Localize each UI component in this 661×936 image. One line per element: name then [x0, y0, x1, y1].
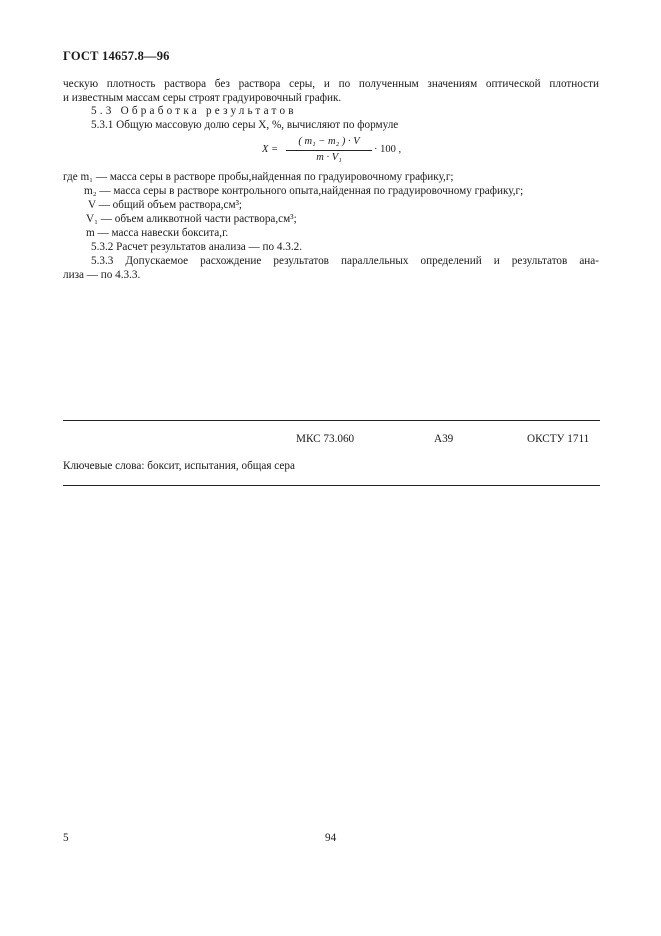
- formula-denominator: m · V₁: [316, 152, 342, 163]
- section-paragraph: 5.3.2 Расчет результатов анализа — по 4.3.2.: [91, 241, 303, 253]
- category-code: А39: [434, 433, 454, 445]
- okstu-code: ОКСТУ 1711: [527, 433, 590, 445]
- formula-numerator: ( m₁ − m₂ ) · V: [298, 136, 360, 147]
- keywords: Ключевые слова: боксит, испытания, общая сера: [63, 460, 295, 472]
- fraction-bar: [286, 150, 372, 151]
- document-header: ГОСТ 14657.8—96: [63, 49, 170, 63]
- section-paragraph: 5.3.1 Общую массовую долю серы X, %, вычисляют по формуле: [91, 119, 399, 131]
- paragraph-line: ческую плотность раствора без раствора серы, и по полученным значениям оптической плотности: [63, 78, 599, 90]
- page-number: 94: [325, 832, 337, 844]
- definition-item: m₂ — масса серы в растворе контрольного опыта,найденная по градуировочному графику,г;: [84, 185, 524, 197]
- section-heading: 5.3 Обработка результатов: [91, 105, 297, 117]
- section-paragraph: 5.3.3 Допускаемое расхождение результатов параллельных определений и результатов ана-: [91, 255, 599, 267]
- divider-top: [63, 420, 600, 421]
- formula-tail: · 100 ,: [374, 144, 402, 155]
- page-side-number: 5: [63, 832, 69, 844]
- divider-bottom: [63, 485, 600, 486]
- definition-item: m — масса навески боксита,г.: [86, 227, 229, 239]
- definition-item: где m₁ — масса серы в растворе пробы,найденная по градуировочному графику,г;: [63, 171, 454, 183]
- definition-item: V₁ — объем аликвотной части раствора,см³;: [86, 213, 297, 225]
- formula-lhs: X =: [262, 144, 279, 155]
- mks-code: МКС 73.060: [296, 433, 355, 445]
- definition-item: V — общий объем раствора,см³;: [88, 199, 243, 211]
- formula: [262, 136, 412, 168]
- section-paragraph: лиза — по 4.3.3.: [63, 269, 141, 281]
- paragraph-line: и известным массам серы строят градуировочный график.: [63, 92, 342, 104]
